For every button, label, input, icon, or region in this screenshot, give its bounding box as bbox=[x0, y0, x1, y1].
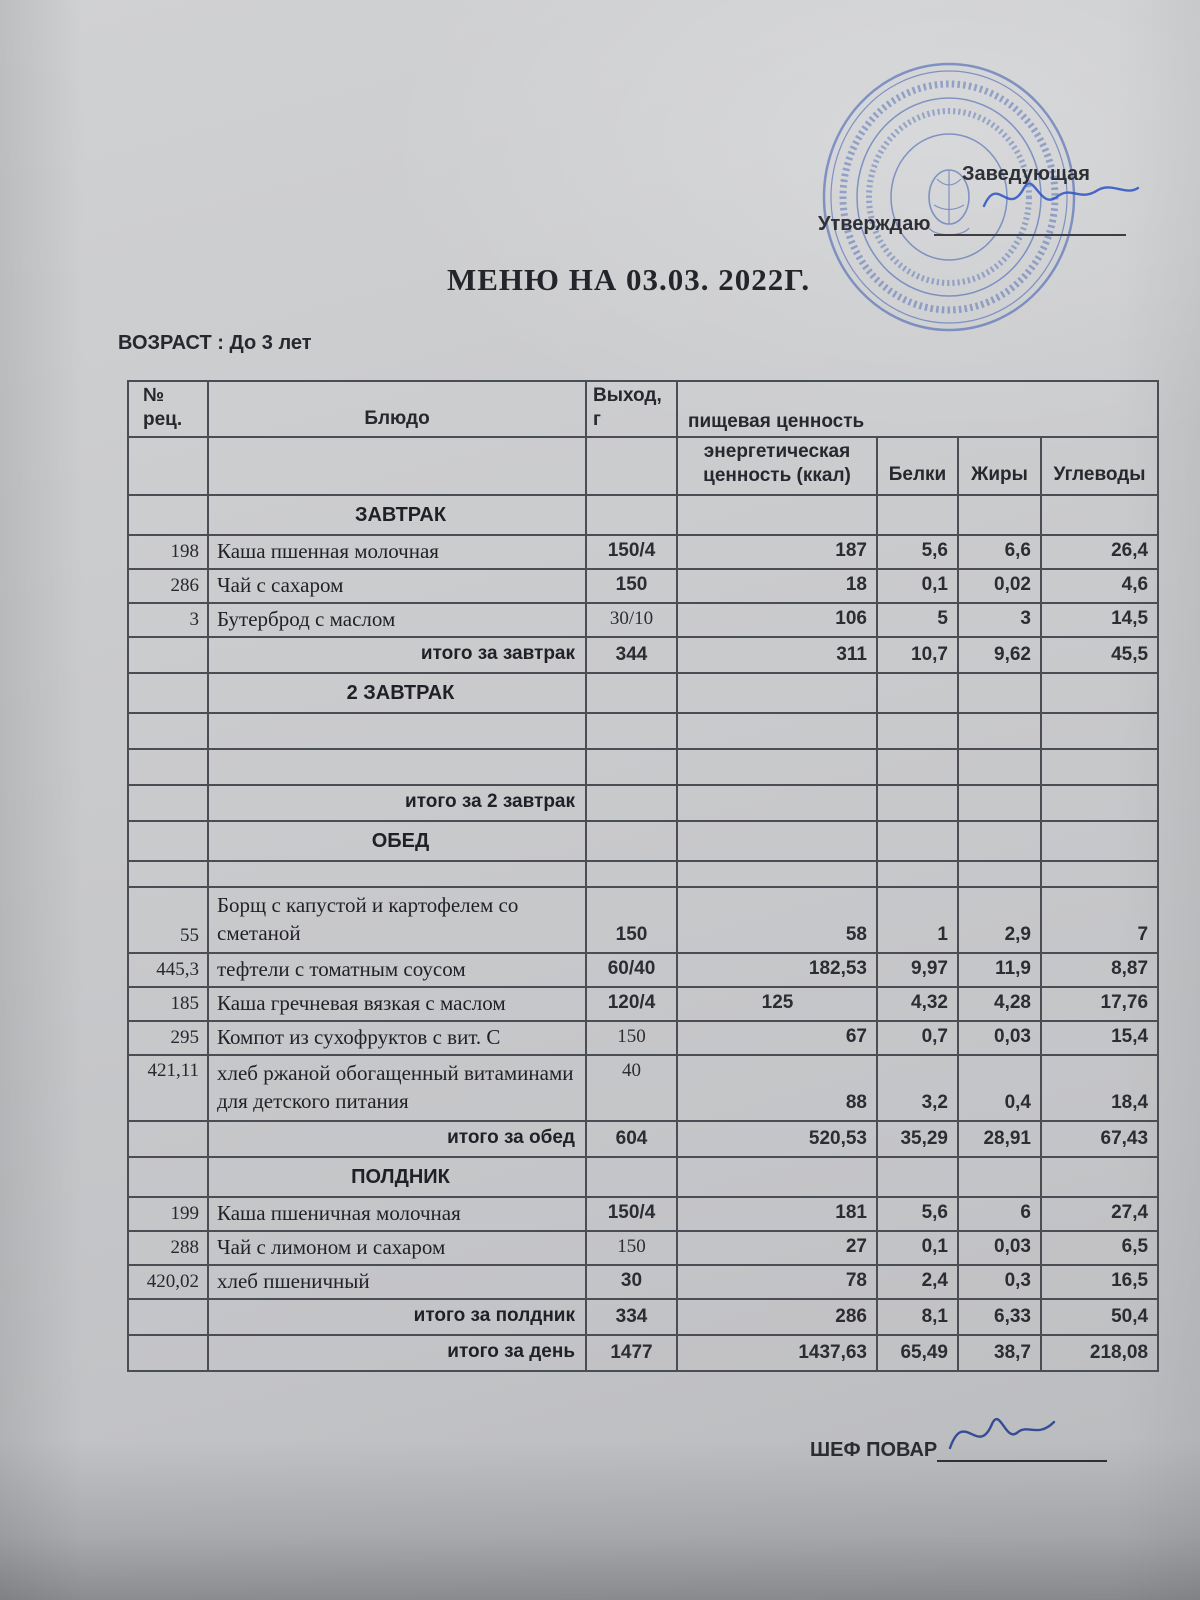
cell-fat bbox=[958, 749, 1041, 785]
cell-dish: хлеб пшеничный bbox=[208, 1265, 586, 1299]
cell-carbs bbox=[1041, 861, 1158, 887]
cell-num: 199 bbox=[128, 1197, 208, 1231]
cell-num: 185 bbox=[128, 987, 208, 1021]
cell-protein: 0,1 bbox=[877, 569, 958, 603]
menu-table-wrap bbox=[127, 380, 1159, 1372]
cell-dish: Чай с лимоном и сахаром bbox=[208, 1231, 586, 1265]
cell-protein bbox=[877, 495, 958, 535]
table-row-dish bbox=[128, 1197, 1158, 1231]
cell-protein bbox=[877, 713, 958, 749]
cell-out bbox=[586, 785, 677, 821]
table-row-dish bbox=[128, 887, 1158, 953]
cell-num bbox=[128, 821, 208, 861]
table-row-dish bbox=[128, 1231, 1158, 1265]
cell-energy: 182,53 bbox=[677, 953, 877, 987]
cell-energy: 58 bbox=[677, 887, 877, 953]
cell-protein bbox=[877, 673, 958, 713]
table-row-dish bbox=[128, 1021, 1158, 1055]
cell-carbs: 67,43 bbox=[1041, 1121, 1158, 1157]
cell-out bbox=[586, 673, 677, 713]
cell-num bbox=[128, 1335, 208, 1371]
table-row-section bbox=[128, 495, 1158, 535]
cell-protein: 10,7 bbox=[877, 637, 958, 673]
cell-protein: 65,49 bbox=[877, 1335, 958, 1371]
cell-num bbox=[128, 1157, 208, 1197]
header-out bbox=[586, 381, 677, 437]
cell-out: 30 bbox=[586, 1265, 677, 1299]
cell-dish: итого за 2 завтрак bbox=[208, 785, 586, 821]
cell-out: 334 bbox=[586, 1299, 677, 1335]
table-row-dish bbox=[128, 953, 1158, 987]
cell-dish: Борщ с капустой и картофелем со сметаной bbox=[208, 887, 586, 953]
cell-out: 150 bbox=[586, 1021, 677, 1055]
cell-out: 344 bbox=[586, 637, 677, 673]
cell-out: 150/4 bbox=[586, 1197, 677, 1231]
cell-carbs bbox=[1041, 1157, 1158, 1197]
table-row-total bbox=[128, 1335, 1158, 1371]
cell-out: 150 bbox=[586, 1231, 677, 1265]
cell-dish bbox=[208, 713, 586, 749]
table-row-empty bbox=[128, 713, 1158, 749]
cell-out: 150 bbox=[586, 569, 677, 603]
cell-fat: 6,33 bbox=[958, 1299, 1041, 1335]
cell-fat: 0,02 bbox=[958, 569, 1041, 603]
cell-carbs: 218,08 bbox=[1041, 1335, 1158, 1371]
cell-dish: Каша пшенная молочная bbox=[208, 535, 586, 569]
cell-dish: итого за завтрак bbox=[208, 637, 586, 673]
cell-protein: 9,97 bbox=[877, 953, 958, 987]
table-row-total bbox=[128, 637, 1158, 673]
header-carbs: Углеводы bbox=[1041, 437, 1158, 495]
page-title: МЕНЮ НА 03.03. 2022Г. bbox=[447, 262, 811, 297]
cell-fat: 6 bbox=[958, 1197, 1041, 1231]
cell-out bbox=[586, 495, 677, 535]
cell-num bbox=[128, 749, 208, 785]
cell-num: 198 bbox=[128, 535, 208, 569]
cell-num bbox=[128, 637, 208, 673]
cell-num: 445,3 bbox=[128, 953, 208, 987]
cell-carbs bbox=[1041, 673, 1158, 713]
cell-dish: тефтели с томатным соусом bbox=[208, 953, 586, 987]
table-row-section bbox=[128, 673, 1158, 713]
cell-fat: 4,28 bbox=[958, 987, 1041, 1021]
menu-table-body bbox=[128, 495, 1158, 1371]
cell-num bbox=[128, 785, 208, 821]
cell-num: 421,11 bbox=[128, 1055, 208, 1121]
cell-carbs: 7 bbox=[1041, 887, 1158, 953]
cell-fat bbox=[958, 861, 1041, 887]
cell-out bbox=[586, 713, 677, 749]
cell-out: 604 bbox=[586, 1121, 677, 1157]
cell-energy: 181 bbox=[677, 1197, 877, 1231]
cell-dish: 2 ЗАВТРАК bbox=[208, 673, 586, 713]
cell-energy: 88 bbox=[677, 1055, 877, 1121]
table-row-empty bbox=[128, 749, 1158, 785]
cell-out bbox=[586, 821, 677, 861]
cell-num bbox=[128, 673, 208, 713]
cell-energy: 125 bbox=[677, 987, 877, 1021]
cell-energy: 78 bbox=[677, 1265, 877, 1299]
cell-carbs: 8,87 bbox=[1041, 953, 1158, 987]
cell-carbs: 50,4 bbox=[1041, 1299, 1158, 1335]
cell-out: 150 bbox=[586, 887, 677, 953]
cell-carbs bbox=[1041, 821, 1158, 861]
cell-fat bbox=[958, 713, 1041, 749]
cell-protein bbox=[877, 821, 958, 861]
cell-fat bbox=[958, 495, 1041, 535]
cell-dish: Каша гречневая вязкая с маслом bbox=[208, 987, 586, 1021]
cell-out bbox=[586, 861, 677, 887]
cell-dish: итого за день bbox=[208, 1335, 586, 1371]
cell-protein: 8,1 bbox=[877, 1299, 958, 1335]
cell-energy bbox=[677, 495, 877, 535]
chef-signature-icon bbox=[944, 1402, 1064, 1462]
table-row-section bbox=[128, 821, 1158, 861]
cell-carbs: 14,5 bbox=[1041, 603, 1158, 637]
cell-dish: итого за полдник bbox=[208, 1299, 586, 1335]
cell-energy: 187 bbox=[677, 535, 877, 569]
cell-carbs: 15,4 bbox=[1041, 1021, 1158, 1055]
cell-carbs: 26,4 bbox=[1041, 535, 1158, 569]
cell-fat: 0,3 bbox=[958, 1265, 1041, 1299]
cell-fat bbox=[958, 673, 1041, 713]
cell-carbs: 6,5 bbox=[1041, 1231, 1158, 1265]
table-row-total bbox=[128, 1299, 1158, 1335]
cell-protein: 35,29 bbox=[877, 1121, 958, 1157]
cell-carbs: 16,5 bbox=[1041, 1265, 1158, 1299]
table-row-total bbox=[128, 1121, 1158, 1157]
cell-energy bbox=[677, 673, 877, 713]
header-row-1 bbox=[128, 381, 1158, 437]
cell-energy bbox=[677, 713, 877, 749]
cell-out bbox=[586, 749, 677, 785]
cell-dish: Каша пшеничная молочная bbox=[208, 1197, 586, 1231]
cell-energy: 67 bbox=[677, 1021, 877, 1055]
cell-num bbox=[128, 861, 208, 887]
chef-label: ШЕФ ПОВАР bbox=[810, 1439, 938, 1461]
cell-num bbox=[128, 713, 208, 749]
cell-energy: 27 bbox=[677, 1231, 877, 1265]
cell-carbs: 17,76 bbox=[1041, 987, 1158, 1021]
cell-fat: 2,9 bbox=[958, 887, 1041, 953]
cell-energy bbox=[677, 749, 877, 785]
cell-dish: Чай с сахаром bbox=[208, 569, 586, 603]
cell-energy: 1437,63 bbox=[677, 1335, 877, 1371]
cell-energy: 286 bbox=[677, 1299, 877, 1335]
table-row-dish bbox=[128, 603, 1158, 637]
cell-num: 3 bbox=[128, 603, 208, 637]
cell-fat: 6,6 bbox=[958, 535, 1041, 569]
menu-table bbox=[127, 380, 1159, 1372]
cell-protein: 5,6 bbox=[877, 535, 958, 569]
head-signature-icon bbox=[980, 166, 1145, 224]
cell-protein: 1 bbox=[877, 887, 958, 953]
cell-num: 295 bbox=[128, 1021, 208, 1055]
cell-dish: итого за обед bbox=[208, 1121, 586, 1157]
head-label: Заведующая bbox=[962, 163, 1090, 185]
cell-protein bbox=[877, 785, 958, 821]
table-row-section bbox=[128, 1157, 1158, 1197]
table-row-dish bbox=[128, 535, 1158, 569]
table-row-dish bbox=[128, 987, 1158, 1021]
cell-num: 55 bbox=[128, 887, 208, 953]
age-label: ВОЗРАСТ : До 3 лет bbox=[118, 332, 312, 354]
cell-protein bbox=[877, 1157, 958, 1197]
header-energy: энергетическая ценность (ккал) bbox=[677, 437, 877, 495]
cell-dish: Компот из сухофруктов с вит. С bbox=[208, 1021, 586, 1055]
cell-fat: 0,03 bbox=[958, 1021, 1041, 1055]
table-row-dish bbox=[128, 1265, 1158, 1299]
header-empty bbox=[128, 437, 208, 495]
cell-dish bbox=[208, 749, 586, 785]
cell-fat: 11,9 bbox=[958, 953, 1041, 987]
cell-out: 120/4 bbox=[586, 987, 677, 1021]
cell-out: 1477 bbox=[586, 1335, 677, 1371]
cell-fat: 0,03 bbox=[958, 1231, 1041, 1265]
cell-carbs bbox=[1041, 713, 1158, 749]
cell-num bbox=[128, 1299, 208, 1335]
table-row-empty bbox=[128, 861, 1158, 887]
cell-dish bbox=[208, 861, 586, 887]
cell-energy: 311 bbox=[677, 637, 877, 673]
cell-out: 150/4 bbox=[586, 535, 677, 569]
cell-energy: 520,53 bbox=[677, 1121, 877, 1157]
cell-protein: 0,1 bbox=[877, 1231, 958, 1265]
cell-fat bbox=[958, 1157, 1041, 1197]
header-empty bbox=[208, 437, 586, 495]
cell-out: 60/40 bbox=[586, 953, 677, 987]
cell-num: 420,02 bbox=[128, 1265, 208, 1299]
header-nutrition: пищевая ценность bbox=[677, 381, 1158, 437]
cell-num bbox=[128, 495, 208, 535]
cell-protein bbox=[877, 749, 958, 785]
cell-protein: 5,6 bbox=[877, 1197, 958, 1231]
cell-fat bbox=[958, 821, 1041, 861]
cell-num: 288 bbox=[128, 1231, 208, 1265]
cell-carbs bbox=[1041, 749, 1158, 785]
cell-num: 286 bbox=[128, 569, 208, 603]
cell-carbs: 18,4 bbox=[1041, 1055, 1158, 1121]
header-num-label: № рец. bbox=[143, 385, 183, 430]
cell-energy: 18 bbox=[677, 569, 877, 603]
cell-protein: 5 bbox=[877, 603, 958, 637]
cell-protein: 0,7 bbox=[877, 1021, 958, 1055]
header-fat: Жиры bbox=[958, 437, 1041, 495]
cell-dish: ПОЛДНИК bbox=[208, 1157, 586, 1197]
cell-protein: 4,32 bbox=[877, 987, 958, 1021]
cell-energy bbox=[677, 1157, 877, 1197]
cell-out: 30/10 bbox=[586, 603, 677, 637]
cell-fat: 3 bbox=[958, 603, 1041, 637]
cell-protein: 2,4 bbox=[877, 1265, 958, 1299]
cell-dish: ЗАВТРАК bbox=[208, 495, 586, 535]
cell-out bbox=[586, 1157, 677, 1197]
header-protein: Белки bbox=[877, 437, 958, 495]
table-row-dish bbox=[128, 569, 1158, 603]
table-row-dish bbox=[128, 1055, 1158, 1121]
cell-num bbox=[128, 1121, 208, 1157]
cell-out: 40 bbox=[586, 1055, 677, 1121]
header-dish: Блюдо bbox=[208, 381, 586, 437]
cell-carbs bbox=[1041, 785, 1158, 821]
header-row-2 bbox=[128, 437, 1158, 495]
approve-label: Утверждаю bbox=[818, 213, 931, 235]
cell-carbs: 4,6 bbox=[1041, 569, 1158, 603]
cell-fat: 0,4 bbox=[958, 1055, 1041, 1121]
cell-dish: хлеб ржаной обогащенный витаминами для детского питания bbox=[208, 1055, 586, 1121]
cell-carbs: 27,4 bbox=[1041, 1197, 1158, 1231]
header-empty bbox=[586, 437, 677, 495]
cell-energy: 106 bbox=[677, 603, 877, 637]
cell-carbs: 45,5 bbox=[1041, 637, 1158, 673]
header-out-label: Выход, г bbox=[593, 385, 662, 430]
cell-energy bbox=[677, 861, 877, 887]
cell-protein bbox=[877, 861, 958, 887]
cell-fat: 28,91 bbox=[958, 1121, 1041, 1157]
cell-fat: 38,7 bbox=[958, 1335, 1041, 1371]
cell-dish: Бутерброд с маслом bbox=[208, 603, 586, 637]
cell-fat bbox=[958, 785, 1041, 821]
cell-fat: 9,62 bbox=[958, 637, 1041, 673]
header-num bbox=[128, 381, 208, 437]
table-row-total bbox=[128, 785, 1158, 821]
cell-dish: ОБЕД bbox=[208, 821, 586, 861]
cell-protein: 3,2 bbox=[877, 1055, 958, 1121]
cell-carbs bbox=[1041, 495, 1158, 535]
cell-energy bbox=[677, 821, 877, 861]
cell-energy bbox=[677, 785, 877, 821]
